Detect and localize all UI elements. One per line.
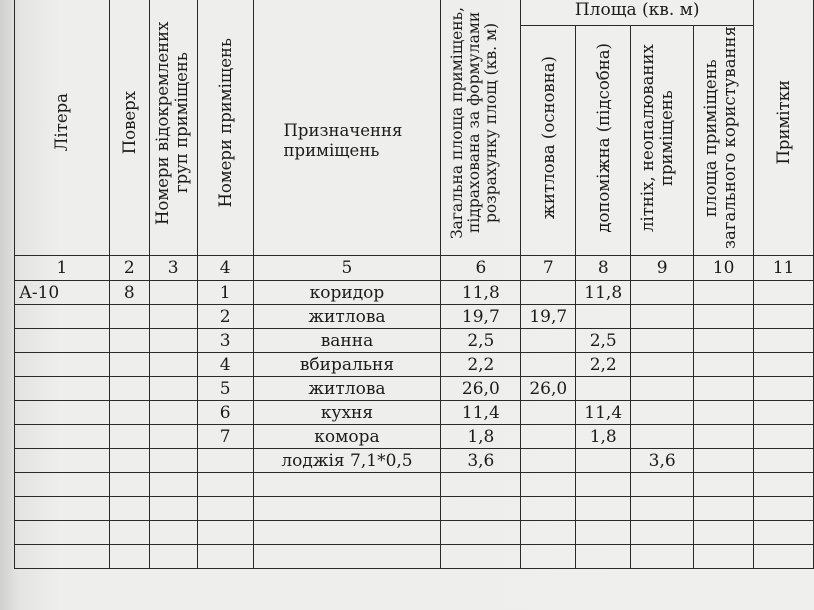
table-row (15, 353, 814, 377)
cell-auxiliary-area (576, 545, 631, 569)
cell-summer-area (631, 425, 694, 449)
column-number: 1 (15, 256, 110, 281)
cell-auxiliary-area: 1,8 (576, 425, 631, 449)
cell-litera (15, 305, 110, 329)
cell-purpose (253, 545, 441, 569)
cell-auxiliary-area: 11,4 (576, 401, 631, 425)
cell-group (149, 545, 197, 569)
column-number: 5 (253, 256, 441, 281)
column-number: 6 (441, 256, 521, 281)
cell-litera (15, 473, 110, 497)
cell-summer-area (631, 305, 694, 329)
cell-group (149, 353, 197, 377)
cell-common-area (694, 425, 754, 449)
cell-total-area (441, 521, 521, 545)
cell-room-number (197, 497, 253, 521)
column-number: 11 (754, 256, 814, 281)
cell-common-area (694, 497, 754, 521)
header-notes: Примітки (754, 0, 814, 256)
cell-room-number: 3 (197, 329, 253, 353)
table-row (15, 329, 814, 353)
cell-group (149, 329, 197, 353)
cell-group (149, 377, 197, 401)
header-area-group: Площа (кв. м) (521, 0, 754, 26)
cell-common-area (694, 329, 754, 353)
cell-litera: А-10 (15, 281, 110, 305)
column-number: 4 (197, 256, 253, 281)
table-row (15, 497, 814, 521)
table-row (15, 473, 814, 497)
cell-litera (15, 521, 110, 545)
cell-group (149, 521, 197, 545)
header-living: житлова (основна) (521, 26, 576, 256)
cell-notes (754, 449, 814, 473)
cell-floor (109, 353, 149, 377)
cell-auxiliary-area: 2,5 (576, 329, 631, 353)
cell-common-area (694, 305, 754, 329)
cell-litera (15, 401, 110, 425)
cell-living-area (521, 353, 576, 377)
cell-total-area (441, 497, 521, 521)
cell-notes (754, 497, 814, 521)
cell-purpose: житлова (253, 377, 441, 401)
cell-summer-area (631, 329, 694, 353)
cell-purpose: житлова (253, 305, 441, 329)
cell-notes (754, 281, 814, 305)
cell-total-area (441, 545, 521, 569)
cell-living-area: 19,7 (521, 305, 576, 329)
cell-room-number (197, 521, 253, 545)
room-area-table (14, 0, 814, 569)
cell-floor (109, 521, 149, 545)
cell-total-area (441, 473, 521, 497)
cell-group (149, 449, 197, 473)
cell-floor (109, 401, 149, 425)
cell-total-area: 3,6 (441, 449, 521, 473)
cell-notes (754, 545, 814, 569)
cell-room-number: 4 (197, 353, 253, 377)
header-common: площа приміщень загального користування (694, 26, 754, 256)
cell-common-area (694, 545, 754, 569)
cell-living-area (521, 473, 576, 497)
cell-room-number: 7 (197, 425, 253, 449)
cell-summer-area (631, 353, 694, 377)
cell-total-area: 19,7 (441, 305, 521, 329)
cell-living-area (521, 401, 576, 425)
cell-notes (754, 305, 814, 329)
cell-auxiliary-area (576, 377, 631, 401)
cell-notes (754, 425, 814, 449)
header-auxiliary: допоміжна (підсобна) (576, 26, 631, 256)
cell-auxiliary-area (576, 497, 631, 521)
cell-notes (754, 521, 814, 545)
cell-purpose: кухня (253, 401, 441, 425)
cell-purpose (253, 497, 441, 521)
cell-living-area (521, 521, 576, 545)
cell-room-number: 5 (197, 377, 253, 401)
table-row (15, 545, 814, 569)
column-number: 3 (149, 256, 197, 281)
column-number: 8 (576, 256, 631, 281)
cell-total-area: 11,8 (441, 281, 521, 305)
cell-litera (15, 545, 110, 569)
cell-floor (109, 329, 149, 353)
cell-total-area: 11,4 (441, 401, 521, 425)
table-row (15, 425, 814, 449)
cell-purpose: коридор (253, 281, 441, 305)
cell-summer-area (631, 545, 694, 569)
cell-purpose: лоджія 7,1*0,5 (253, 449, 441, 473)
cell-purpose (253, 473, 441, 497)
table-row (15, 305, 814, 329)
header-summer: літніх, неопалюваних приміщень (631, 26, 694, 256)
cell-litera (15, 449, 110, 473)
cell-auxiliary-area (576, 449, 631, 473)
cell-room-number: 1 (197, 281, 253, 305)
table-row (15, 449, 814, 473)
cell-room-number: 6 (197, 401, 253, 425)
cell-living-area (521, 449, 576, 473)
header-group-numbers: Номери відокремлених груп приміщень (149, 0, 197, 256)
cell-notes (754, 473, 814, 497)
cell-group (149, 425, 197, 449)
header-litera: Літера (15, 0, 110, 256)
table-row (15, 377, 814, 401)
cell-floor (109, 545, 149, 569)
cell-litera (15, 497, 110, 521)
cell-room-number (197, 449, 253, 473)
cell-notes (754, 329, 814, 353)
cell-common-area (694, 449, 754, 473)
column-number-row (15, 256, 814, 281)
cell-floor (109, 473, 149, 497)
cell-total-area: 1,8 (441, 425, 521, 449)
cell-living-area (521, 497, 576, 521)
cell-living-area (521, 281, 576, 305)
cell-common-area (694, 377, 754, 401)
cell-summer-area (631, 281, 694, 305)
column-number: 9 (631, 256, 694, 281)
cell-auxiliary-area (576, 305, 631, 329)
cell-common-area (694, 353, 754, 377)
cell-common-area (694, 521, 754, 545)
header-total-area: Загальна площа приміщень, підрахована за формулами розрахунку площ (кв. м) (441, 0, 521, 256)
cell-common-area (694, 401, 754, 425)
cell-room-number (197, 473, 253, 497)
cell-summer-area (631, 401, 694, 425)
table-row (15, 521, 814, 545)
cell-purpose: комора (253, 425, 441, 449)
cell-litera (15, 329, 110, 353)
cell-purpose: вбиральня (253, 353, 441, 377)
cell-floor (109, 497, 149, 521)
cell-total-area: 2,2 (441, 353, 521, 377)
cell-litera (15, 377, 110, 401)
cell-floor (109, 377, 149, 401)
cell-group (149, 401, 197, 425)
cell-notes (754, 353, 814, 377)
column-number: 7 (521, 256, 576, 281)
cell-summer-area: 3,6 (631, 449, 694, 473)
cell-purpose (253, 521, 441, 545)
cell-living-area (521, 329, 576, 353)
cell-group (149, 281, 197, 305)
cell-living-area (521, 545, 576, 569)
cell-auxiliary-area: 11,8 (576, 281, 631, 305)
cell-floor (109, 425, 149, 449)
room-area-table-sheet (14, 0, 814, 610)
cell-group (149, 473, 197, 497)
cell-notes (754, 401, 814, 425)
cell-floor (109, 305, 149, 329)
cell-total-area: 2,5 (441, 329, 521, 353)
header-purpose: Призначення приміщень (253, 0, 441, 256)
cell-summer-area (631, 497, 694, 521)
cell-floor (109, 449, 149, 473)
cell-summer-area (631, 473, 694, 497)
header-floor: Поверх (109, 0, 149, 256)
table-row (15, 281, 814, 305)
cell-auxiliary-area (576, 521, 631, 545)
table-row (15, 401, 814, 425)
column-number: 10 (694, 256, 754, 281)
column-number: 2 (109, 256, 149, 281)
cell-total-area: 26,0 (441, 377, 521, 401)
cell-living-area (521, 425, 576, 449)
cell-floor: 8 (109, 281, 149, 305)
cell-room-number (197, 545, 253, 569)
cell-summer-area (631, 521, 694, 545)
cell-purpose: ванна (253, 329, 441, 353)
cell-common-area (694, 281, 754, 305)
cell-summer-area (631, 377, 694, 401)
cell-litera (15, 353, 110, 377)
cell-group (149, 497, 197, 521)
cell-group (149, 305, 197, 329)
cell-living-area: 26,0 (521, 377, 576, 401)
cell-auxiliary-area: 2,2 (576, 353, 631, 377)
cell-common-area (694, 473, 754, 497)
cell-notes (754, 377, 814, 401)
cell-room-number: 2 (197, 305, 253, 329)
cell-litera (15, 425, 110, 449)
header-room-numbers: Номери приміщень (197, 0, 253, 256)
cell-auxiliary-area (576, 473, 631, 497)
